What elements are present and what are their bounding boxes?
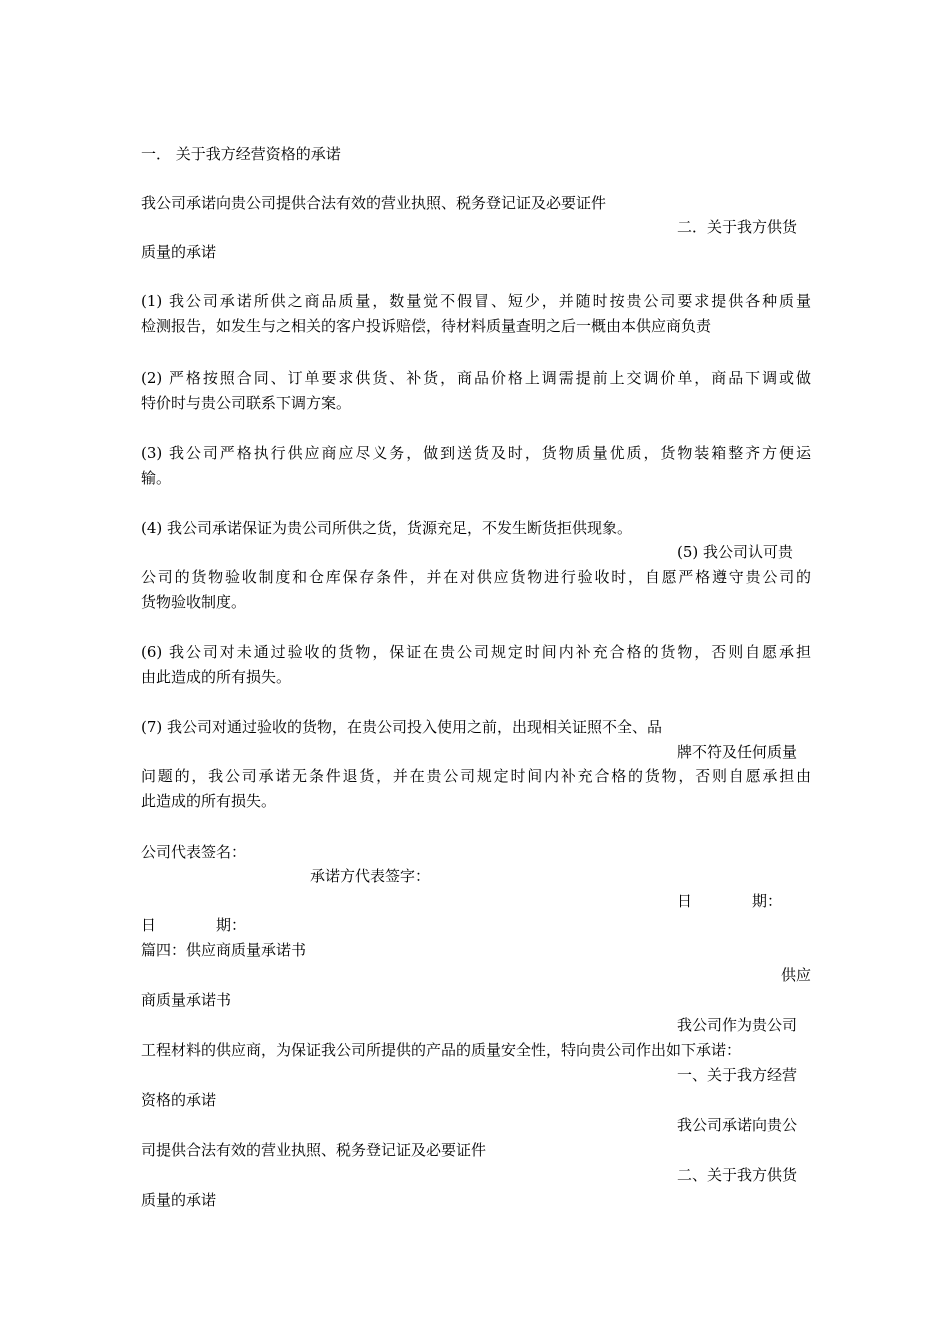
clause-1-line: (1) 我公司承诺所供之商品质量，数量觉不假冒、短少，并随时按贵公司要求提供各种质量 bbox=[141, 292, 811, 310]
paragraph-line: 司提供合法有效的营业执照、税务登记证及必要证件 bbox=[141, 1141, 487, 1159]
paragraph-line: 资格的承诺 bbox=[141, 1091, 217, 1109]
clause-6-line: (6) 我公司对未通过验收的货物，保证在贵公司规定时间内补充合格的货物，否则自愿承担 bbox=[141, 643, 811, 661]
paragraph-line: 工程材料的供应商，为保证我公司所提供的产品的质量安全性，特向贵公司作出如下承诺： bbox=[141, 1041, 742, 1059]
clause-4-line: (4) 我公司承诺保证为贵公司所供之货，货源充足，不发生断货拒供现象。 bbox=[141, 519, 633, 537]
title-line: 商质量承诺书 bbox=[141, 991, 232, 1009]
clause-7-line: 此造成的所有损失。 bbox=[141, 792, 277, 810]
clause-7-line: 问题的，我公司承诺无条件退货，并在贵公司规定时间内补充合格的货物，否则自愿承担由 bbox=[141, 767, 811, 785]
paragraph-line: 我公司承诺向贵公司提供合法有效的营业执照、税务登记证及必要证件 bbox=[141, 194, 607, 212]
title-line: 供应 bbox=[780, 966, 811, 984]
section-heading-qualification-2: 一、关于我方经营 bbox=[677, 1066, 798, 1084]
section-heading-supply-quality-2: 二、关于我方供货 bbox=[677, 1166, 798, 1184]
paragraph-line: 我公司承诺向贵公 bbox=[677, 1116, 798, 1134]
paragraph-line: 我公司作为贵公司 bbox=[677, 1016, 798, 1034]
section-heading-qualification: 一． 关于我方经营资格的承诺 bbox=[141, 145, 341, 163]
date-label-right: 日 期： bbox=[677, 892, 783, 910]
date-label-left: 日 期： bbox=[141, 916, 247, 934]
clause-2-line: (2) 严格按照合同、订单要求供货、补货，商品价格上调需提前上交调价单，商品下调或做 bbox=[141, 369, 811, 387]
clause-6-line: 由此造成的所有损失。 bbox=[141, 668, 292, 686]
clause-3-line: (3) 我公司严格执行供应商应尽义务，做到送货及时，货物质量优质，货物装箱整齐方便运 bbox=[141, 444, 811, 462]
clause-2-line: 特价时与贵公司联系下调方案。 bbox=[141, 394, 352, 412]
clause-5-line: 货物验收制度。 bbox=[141, 593, 247, 611]
clause-5-line: (5) 我公司认可贵 bbox=[677, 543, 794, 561]
promisor-signature-label: 承诺方代表签字： bbox=[310, 867, 431, 885]
section-heading-supply-quality: 二．关于我方供货 bbox=[677, 218, 798, 236]
clause-1-line: 检测报告，如发生与之相关的客户投诉赔偿，待材料质量查明之后一概由本供应商负责 bbox=[141, 317, 712, 335]
clause-7-line: 牌不符及任何质量 bbox=[677, 743, 798, 761]
company-rep-signature-label: 公司代表签名： bbox=[141, 843, 247, 861]
clause-3-line: 输。 bbox=[141, 469, 172, 487]
clause-7-line: (7) 我公司对通过验收的货物，在贵公司投入使用之前，出现相关证照不全、品 bbox=[141, 718, 663, 736]
paragraph-line: 质量的承诺 bbox=[141, 1191, 217, 1209]
paragraph-line: 质量的承诺 bbox=[141, 243, 217, 261]
clause-5-line: 公司的货物验收制度和仓库保存条件，并在对供应货物进行验收时，自愿严格遵守贵公司的 bbox=[141, 568, 811, 586]
part-four-title: 篇四：供应商质量承诺书 bbox=[141, 941, 307, 959]
